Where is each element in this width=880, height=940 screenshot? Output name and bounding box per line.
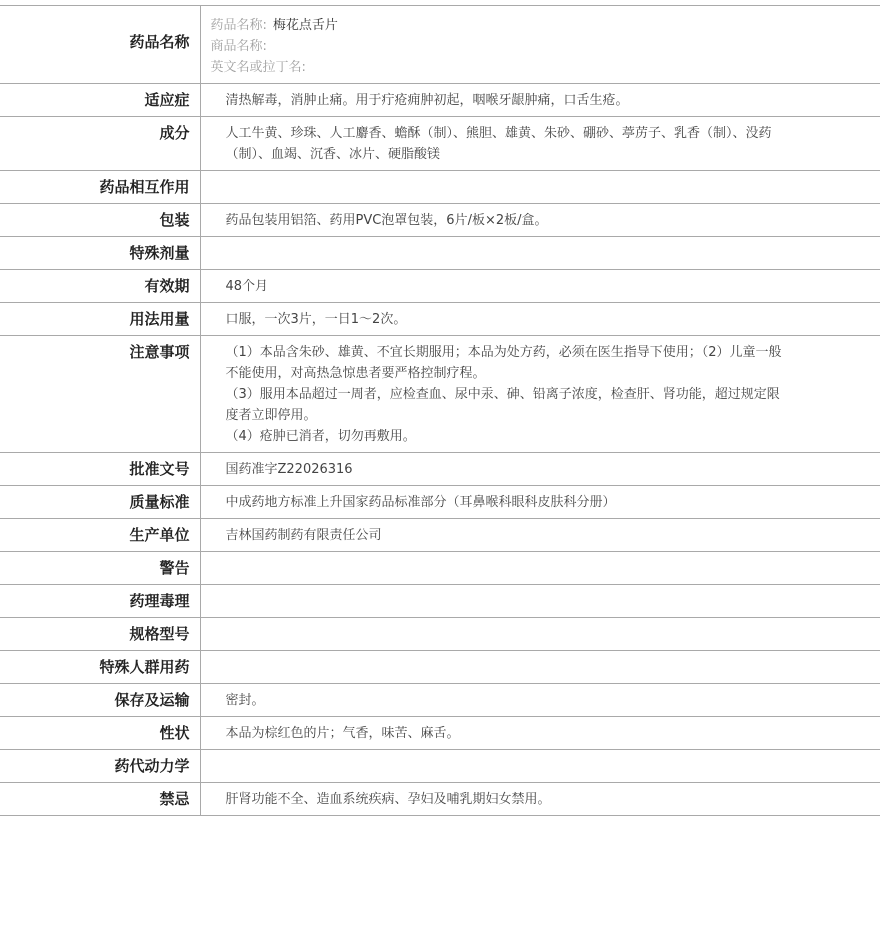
english-name-line	[211, 57, 786, 78]
row-specification	[0, 618, 880, 651]
row-precautions	[0, 336, 880, 453]
specification-value	[200, 618, 880, 651]
special-population-label: 特殊人群用药	[0, 651, 200, 684]
usage-value: 口服，一次3片，一日1～2次。	[200, 303, 880, 336]
storage-value: 密封。	[200, 684, 880, 717]
english-name-key: 英文名或拉丁名:	[210, 60, 306, 75]
manufacturer-label: 生产单位	[0, 519, 200, 552]
contraindications-value: 肝肾功能不全、造血系统疾病、孕妇及哺乳期妇女禁用。	[200, 783, 880, 816]
row-packaging	[0, 204, 880, 237]
row-manufacturer	[0, 519, 880, 552]
indication-label: 适应症	[0, 84, 200, 117]
generic-name-key: 药品名称:	[210, 18, 267, 33]
trade-name-line	[211, 36, 786, 57]
drug-names-value	[200, 6, 880, 84]
indication-value: 清热解毒，消肿止痛。用于疔疮痈肿初起，咽喉牙龈肿痛，口舌生疮。	[200, 84, 880, 117]
ingredients-label: 成分	[0, 117, 200, 171]
special-dosage-value	[200, 237, 880, 270]
toxicology-label: 药理毒理	[0, 585, 200, 618]
manufacturer-value: 吉林国药制药有限责任公司	[200, 519, 880, 552]
row-interactions	[0, 171, 880, 204]
row-warning	[0, 552, 880, 585]
interactions-label: 药品相互作用	[0, 171, 200, 204]
row-pharmacokinetics	[0, 750, 880, 783]
row-contraindications	[0, 783, 880, 816]
generic-name-value: 梅花点舌片	[272, 18, 338, 33]
approval-value: 国药准字Z22026316	[200, 453, 880, 486]
standard-label: 质量标准	[0, 486, 200, 519]
row-usage	[0, 303, 880, 336]
precautions-paragraph: （3）服用本品超过一周者，应检查血、尿中汞、砷、铅离子浓度，检查肝、肾功能，超过规定限度者立即停用。	[225, 387, 780, 423]
row-special-population	[0, 651, 880, 684]
specification-label: 规格型号	[0, 618, 200, 651]
precautions-value	[200, 336, 880, 453]
shelf-life-value: 48个月	[200, 270, 880, 303]
row-standard	[0, 486, 880, 519]
appearance-value: 本品为棕红色的片；气香，味苦、麻舌。	[200, 717, 880, 750]
drug-names-label: 药品名称	[0, 6, 200, 84]
warning-label: 警告	[0, 552, 200, 585]
precautions-paragraph: （4）疮肿已消者，切勿再敷用。	[225, 429, 416, 444]
drug-info-sheet	[0, 5, 880, 816]
shelf-life-label: 有效期	[0, 270, 200, 303]
storage-label: 保存及运输	[0, 684, 200, 717]
warning-value	[200, 552, 880, 585]
contraindications-label: 禁忌	[0, 783, 200, 816]
trade-name-key: 商品名称:	[210, 39, 267, 54]
toxicology-value	[200, 585, 880, 618]
row-approval	[0, 453, 880, 486]
row-ingredients	[0, 117, 880, 171]
precautions-label: 注意事项	[0, 336, 200, 453]
approval-label: 批准文号	[0, 453, 200, 486]
generic-name-line	[211, 15, 786, 36]
appearance-label: 性状	[0, 717, 200, 750]
precautions-paragraph: （1）本品含朱砂、雄黄、不宜长期服用；本品为处方药，必须在医生指导下使用；（2）儿童一般不能使用，对高热急惊患者要严格控制疗程。	[225, 345, 782, 381]
row-storage	[0, 684, 880, 717]
usage-label: 用法用量	[0, 303, 200, 336]
interactions-value	[200, 171, 880, 204]
row-drug-names	[0, 6, 880, 84]
row-indication	[0, 84, 880, 117]
special-population-value	[200, 651, 880, 684]
ingredients-value: 人工牛黄、珍珠、人工麝香、蟾酥（制）、熊胆、雄黄、朱砂、硼砂、葶苈子、乳香（制）、没药（制）、血竭、沉香、冰片、硬脂酸镁	[200, 117, 880, 171]
special-dosage-label: 特殊剂量	[0, 237, 200, 270]
pharmacokinetics-value	[200, 750, 880, 783]
row-appearance	[0, 717, 880, 750]
packaging-label: 包装	[0, 204, 200, 237]
row-special-dosage	[0, 237, 880, 270]
standard-value: 中成药地方标准上升国家药品标准部分（耳鼻喉科眼科皮肤科分册）	[200, 486, 880, 519]
pharmacokinetics-label: 药代动力学	[0, 750, 200, 783]
row-toxicology	[0, 585, 880, 618]
drug-info-table	[0, 5, 880, 816]
packaging-value: 药品包装用铝箔、药用PVC泡罩包装，6片/板×2板/盒。	[200, 204, 880, 237]
row-shelf-life	[0, 270, 880, 303]
